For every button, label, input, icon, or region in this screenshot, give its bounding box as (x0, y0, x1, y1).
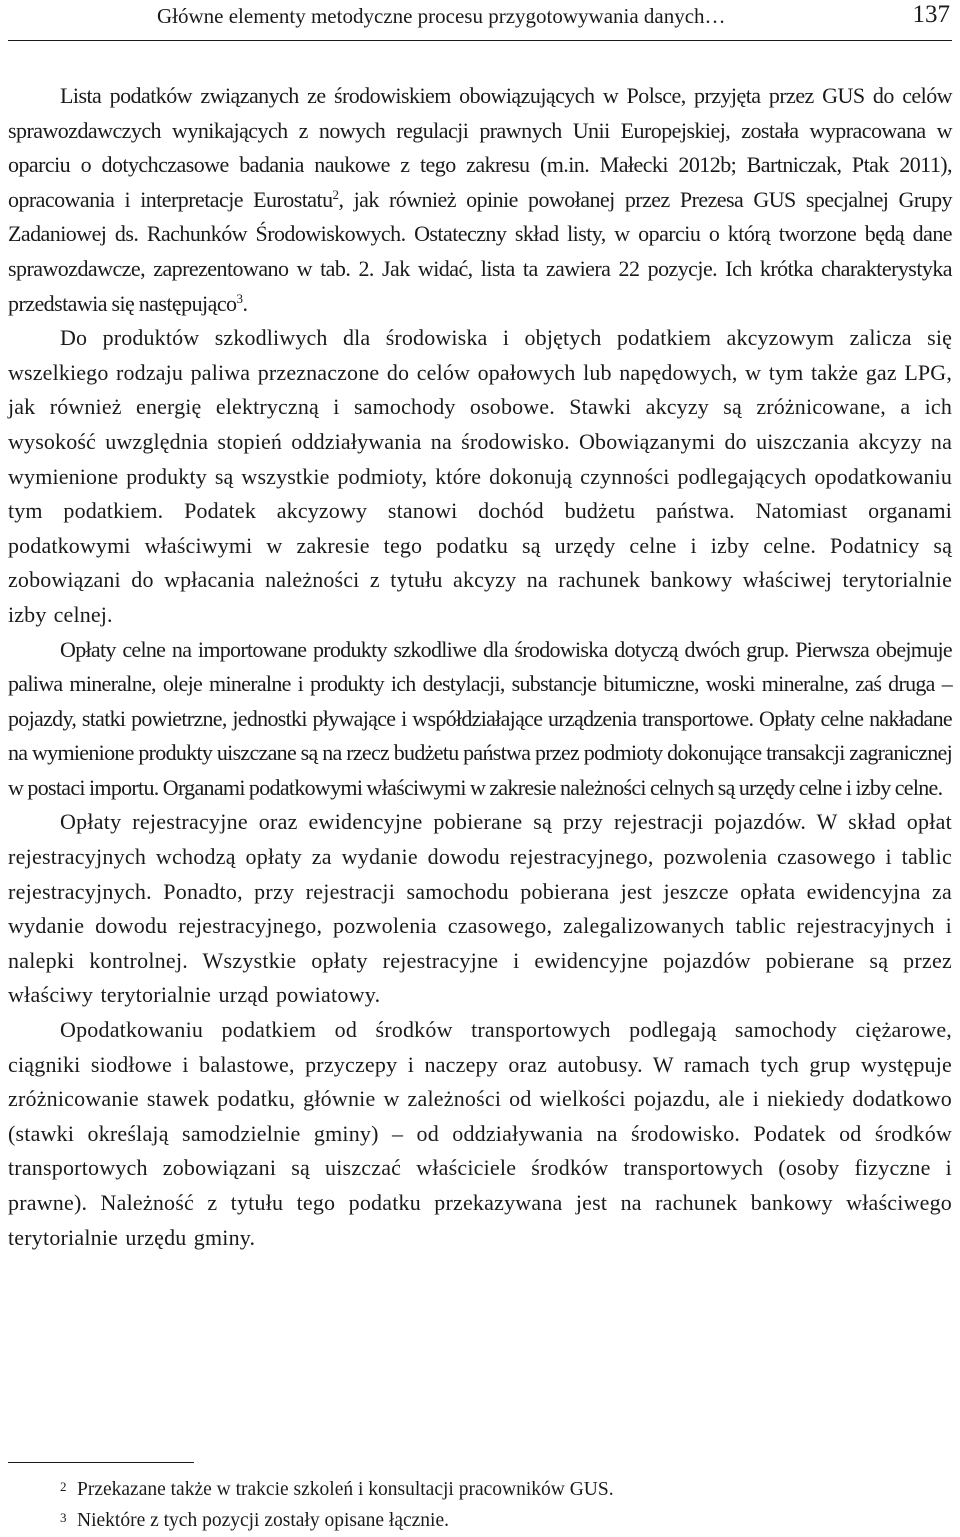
paragraph-text: , jak również opinie powołanej przez Prezesa GUS specjalnej Grupy Zadaniowej ds. Rachunków Środowiskowych. Ostateczny skład listy, w oparciu o którą tworzone będą dane sprawozdawcze, zaprezentowano w tab. 2. Jak widać, lista ta zawiera 22 pozycje. Ich krótka charakterystyka przedstawia się następująco (8, 186, 952, 316)
footnote-rule (8, 1462, 194, 1463)
footnotes (60, 1474, 952, 1536)
footnote-ref-3[interactable]: 3 (236, 290, 243, 306)
footnote-mark: 3 (60, 1510, 67, 1525)
paragraph-text: Lista podatków związanych ze środowiskiem obowiązujących w Polsce, przyjęta przez GUS do celów sprawozdawczych wynikających z nowych regulacji prawnych Unii Europejskiej, została wypracowana w oparciu o dotychczasowe badania naukowe z tego zakresu (m.in. Małecki 2012b; Bartniczak, Ptak 2011), opracowania i interpretacje Eurostatu (8, 83, 952, 212)
header-rule (8, 40, 952, 41)
running-head (157, 2, 952, 38)
paragraph-transport-tax: Opodatkowaniu podatkiem od środków transportowych podlegają samochody ciężarowe, ciągniki siodłowe i balastowe, przyczepy i naczepy oraz autobusy. W ramach tych grup występuje zróżnicowanie stawek podatku, głównie w zależności od wielkości pojazdu, ale i niekiedy dodatkowo (stawki określają samodzielnie gminy) – od oddziaływania na środowisko. Podatek od środków transportowych zobowiązani są uiszczać właściciele środków transportowych (osoby fizyczne i prawne). Należność z tytułu tego podatku przekazywana jest na rachunek bankowy właściwego terytorialnie urzędu gminy. (8, 1017, 952, 1250)
paragraph-tax-list (8, 79, 952, 321)
paragraph-text: . (242, 290, 248, 316)
body-text (8, 79, 952, 1255)
running-title: Główne elementy metodyczne procesu przygotowywania danych… (157, 4, 726, 28)
page-number: 137 (912, 1, 950, 28)
paragraph-customs: Opłaty celne na importowane produkty szkodliwe dla środowiska dotyczą dwóch grup. Pierwsza obejmuje paliwa mineralne, oleje mineralne i produkty ich destylacji, substancje bitumiczne, woski mineralne, zaś druga – pojazdy, statki powietrzne, jednostki pływające i współdziałające urządzenia transportowe. Opłaty celne nakładane na wymienione produkty uiszczane są na rzecz budżetu państwa przez podmioty dokonujące transakcji zagranicznej w postaci importu. Organami podatkowymi właściwymi w zakresie należności celnych są urzędy celne i izby celne. (8, 636, 952, 800)
footnote-ref-2[interactable]: 2 (332, 186, 339, 202)
footnote-text: Niektóre z tych pozycji zostały opisane łącznie. (77, 1510, 449, 1531)
footnote-2 (60, 1474, 952, 1505)
footnote-3 (60, 1505, 952, 1536)
paragraph-registration-fees: Opłaty rejestracyjne oraz ewidencyjne pobierane są przy rejestracji pojazdów. W skład opłat rejestracyjnych wchodzą opłaty za wydanie dowodu rejestracyjnego, pozwolenia czasowego i tablic rejestracyjnych. Ponadto, przy rejestracji samochodu pobierana jest jeszcze opłata ewidencyjna za wydanie dowodu rejestracyjnego, pozwolenia czasowego, zalegalizowanych tablic rejestracyjnych i nalepki kontrolnej. Wszystkie opłaty rejestracyjne i ewidencyjne pojazdów pobierane są przez właściwy terytorialnie urząd powiatowy. (8, 809, 952, 1008)
footnote-mark: 2 (60, 1479, 67, 1494)
footnote-text: Przekazane także w trakcie szkoleń i konsultacji pracowników GUS. (77, 1479, 614, 1500)
paragraph-excise: Do produktów szkodliwych dla środowiska i objętych podatkiem akcyzowym zalicza się wszelkiego rodzaju paliwa przeznaczone do celów opałowych lub napędowych, w tym także gaz LPG, jak również energię elektryczną i samochody osobowe. Stawki akcyzy są zróżnicowane, a ich wysokość uwzględnia stopień oddziaływania na środowisko. Obowiązanymi do uiszczania akcyzy na wymienione produkty są wszystkie podmioty, które dokonują czynności podlegających opodatkowaniu tym podatkiem. Podatek akcyzowy stanowi dochód budżetu państwa. Natomiast organami podatkowymi właściwymi w zakresie tego podatku są urzędy celne i izby celne. Podatnicy są zobowiązani do wpłacania należności z tytułu akcyzy na rachunek bankowy właściwej terytorialnie izby celnej. (8, 325, 952, 627)
